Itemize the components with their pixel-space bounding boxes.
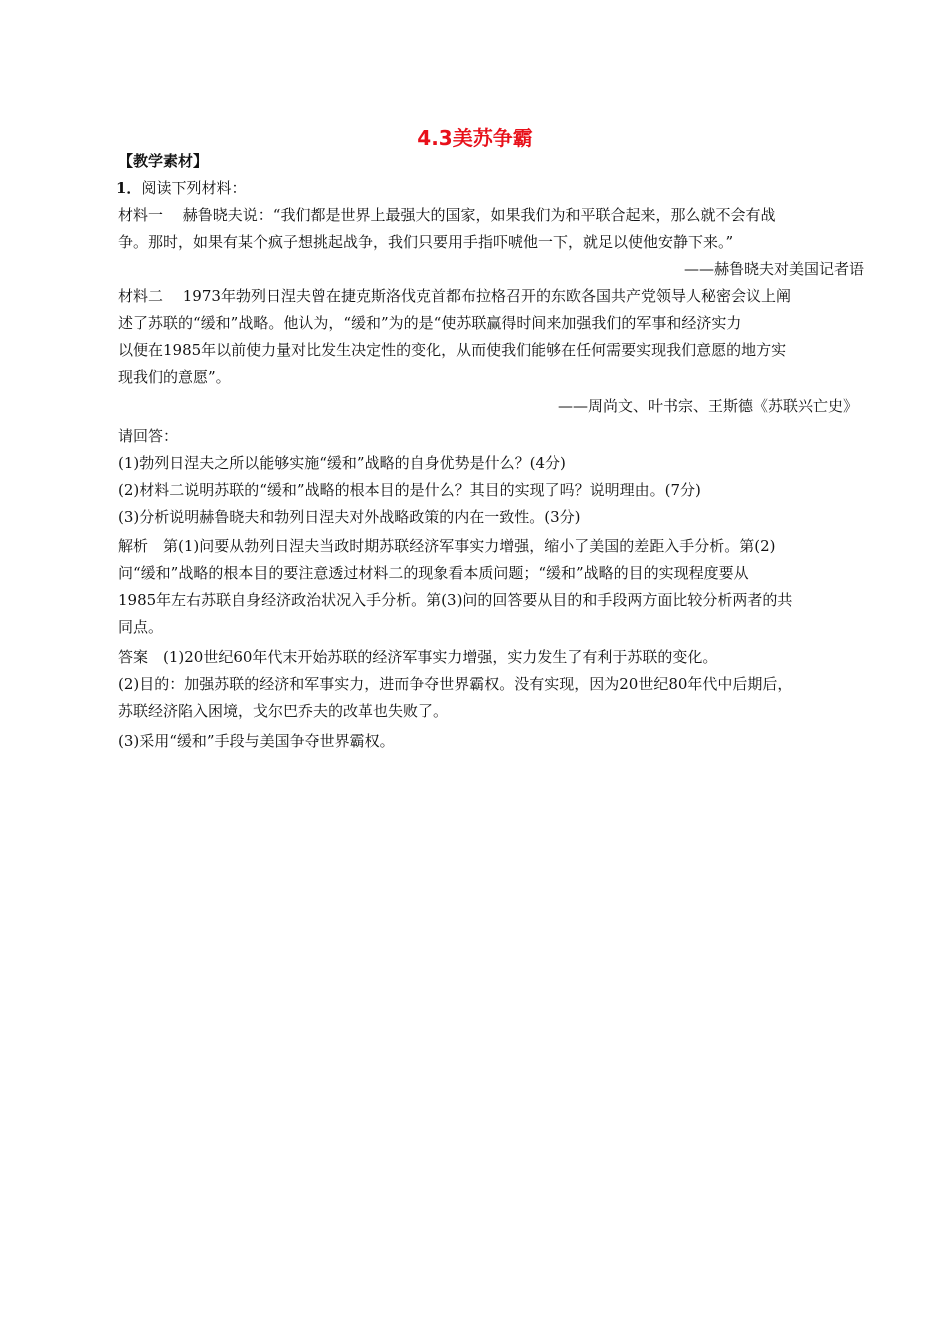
- material1-source: ——赫鲁晓夫对美国记者语: [683, 260, 864, 278]
- analysis-line4: 同点。: [118, 618, 164, 636]
- section-label: 【教学素材】: [118, 152, 209, 170]
- material1-line2: 争。那时，如果有某个疯子想挑起战争，我们只要用手指吓唬他一下，就足以使他安静下来。”: [118, 233, 734, 251]
- material1-line1: 材料一 赫鲁晓夫说：“我们都是世界上最强大的国家，如果我们为和平联合起来，那么就不会有战: [118, 206, 776, 224]
- answer-line1: 答案 (1)20世纪60年代末开始苏联的经济军事实力增强，实力发生了有利于苏联的变化。: [118, 648, 718, 666]
- material2-line3: 以便在1985年以前使力量对比发生决定性的变化，从而使我们能够在任何需要实现我们意愿的地方实: [118, 341, 787, 359]
- material2-source: ——周尚文、叶书宗、王斯德《苏联兴亡史》: [557, 397, 858, 415]
- analysis-line2: 问“缓和”战略的根本目的要注意透过材料二的现象看本质问题；“缓和”战略的目的实现程度要从: [118, 564, 749, 582]
- question-number: 1．: [116, 179, 142, 197]
- question-3: (3)分析说明赫鲁晓夫和勃列日涅夫对外战略政策的内在一致性。(3分): [118, 508, 581, 526]
- answer-line4: (3)采用“缓和”手段与美国争夺世界霸权。: [118, 732, 395, 750]
- question-intro: 阅读下列材料：: [141, 179, 247, 197]
- question-1: (1)勃列日涅夫之所以能够实施“缓和”战略的自身优势是什么？(4分): [118, 454, 566, 472]
- answer-prompt: 请回答：: [118, 427, 179, 445]
- analysis-line3: 1985年左右苏联自身经济政治状况入手分析。第(3)问的回答要从目的和手段两方面比较分析两者的共: [118, 591, 793, 609]
- answer-line3: 苏联经济陷入困境，戈尔巴乔夫的改革也失败了。: [118, 702, 449, 720]
- analysis-line1: 解析 第(1)问要从勃列日涅夫当政时期苏联经济军事实力增强，缩小了美国的差距入手分析。第(2): [118, 537, 776, 555]
- question-2: (2)材料二说明苏联的“缓和”战略的根本目的是什么？其目的实现了吗？说明理由。(7分): [118, 481, 701, 499]
- document-title: 4.3美苏争霸: [417, 126, 533, 150]
- material2-line1: 材料二 1973年勃列日涅夫曾在捷克斯洛伐克首都布拉格召开的东欧各国共产党领导人秘密会议上阐: [118, 287, 791, 305]
- question-heading: [116, 177, 246, 199]
- material2-line4: 现我们的意愿”。: [118, 368, 231, 386]
- material2-line2: 述了苏联的“缓和”战略。他认为，“缓和”为的是“使苏联赢得时间来加强我们的军事和经济实力: [118, 314, 742, 332]
- answer-line2: (2)目的：加强苏联的经济和军事实力，进而争夺世界霸权。没有实现，因为20世纪80年代中后期后，: [118, 675, 793, 693]
